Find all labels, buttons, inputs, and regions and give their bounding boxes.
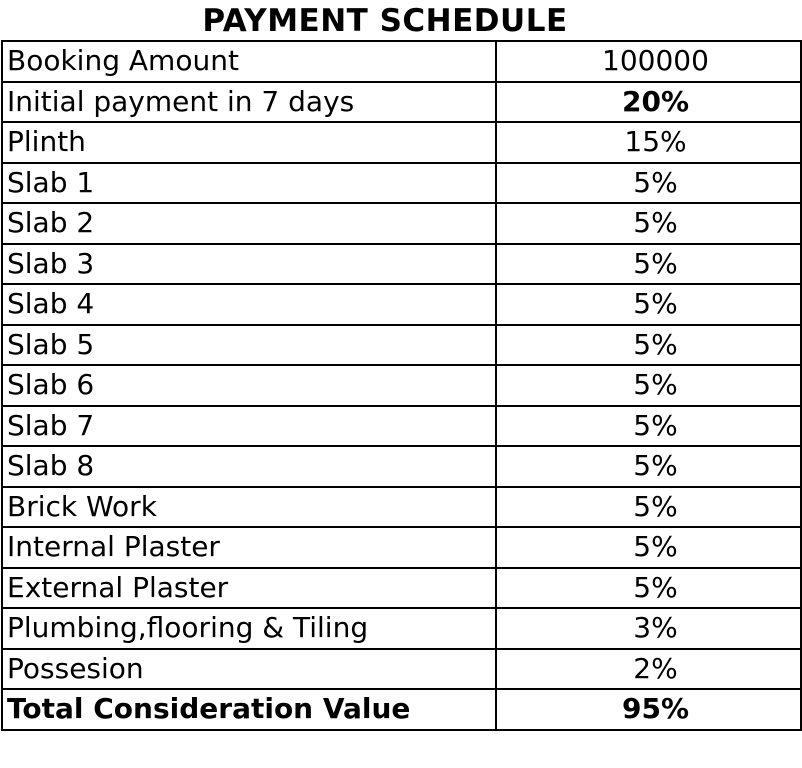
table-row xyxy=(2,527,801,568)
row-label: Plumbing,flooring & Tiling xyxy=(2,608,496,649)
table-row xyxy=(2,284,801,325)
row-value: 15% xyxy=(496,122,801,163)
table-row xyxy=(2,608,801,649)
table-row xyxy=(2,446,801,487)
row-value: 5% xyxy=(496,446,801,487)
row-label: Slab 1 xyxy=(2,163,496,204)
table-row xyxy=(2,649,801,690)
row-value: 5% xyxy=(496,568,801,609)
row-label: Possesion xyxy=(2,649,496,690)
table-row xyxy=(2,325,801,366)
row-value: 100000 xyxy=(496,41,801,82)
row-value: 5% xyxy=(496,203,801,244)
row-label: Internal Plaster xyxy=(2,527,496,568)
row-label: Slab 6 xyxy=(2,365,496,406)
row-label: Slab 7 xyxy=(2,406,496,447)
row-value: 3% xyxy=(496,608,801,649)
total-value: 95% xyxy=(496,689,801,730)
row-label: Initial payment in 7 days xyxy=(2,82,496,123)
table-row xyxy=(2,365,801,406)
row-value: 5% xyxy=(496,527,801,568)
row-label: Slab 5 xyxy=(2,325,496,366)
table-row xyxy=(2,163,801,204)
row-label: External Plaster xyxy=(2,568,496,609)
row-value: 5% xyxy=(496,487,801,528)
table-row xyxy=(2,203,801,244)
table-row xyxy=(2,406,801,447)
row-label: Slab 8 xyxy=(2,446,496,487)
table-row xyxy=(2,41,801,82)
row-value: 2% xyxy=(496,649,801,690)
table-row xyxy=(2,568,801,609)
row-label: Brick Work xyxy=(2,487,496,528)
row-value: 5% xyxy=(496,406,801,447)
payment-schedule-table xyxy=(1,40,802,731)
table-row xyxy=(2,82,801,123)
row-label: Plinth xyxy=(2,122,496,163)
total-label: Total Consideration Value xyxy=(2,689,496,730)
row-label: Slab 4 xyxy=(2,284,496,325)
total-row xyxy=(2,689,801,730)
row-label: Booking Amount xyxy=(2,41,496,82)
table-row xyxy=(2,244,801,285)
table-row xyxy=(2,487,801,528)
row-value: 5% xyxy=(496,325,801,366)
table-row xyxy=(2,122,801,163)
row-value: 5% xyxy=(496,163,801,204)
row-value: 20% xyxy=(496,82,801,123)
row-label: Slab 3 xyxy=(2,244,496,285)
row-value: 5% xyxy=(496,244,801,285)
page-title: PAYMENT SCHEDULE xyxy=(202,3,568,39)
row-value: 5% xyxy=(496,284,801,325)
row-value: 5% xyxy=(496,365,801,406)
row-label: Slab 2 xyxy=(2,203,496,244)
